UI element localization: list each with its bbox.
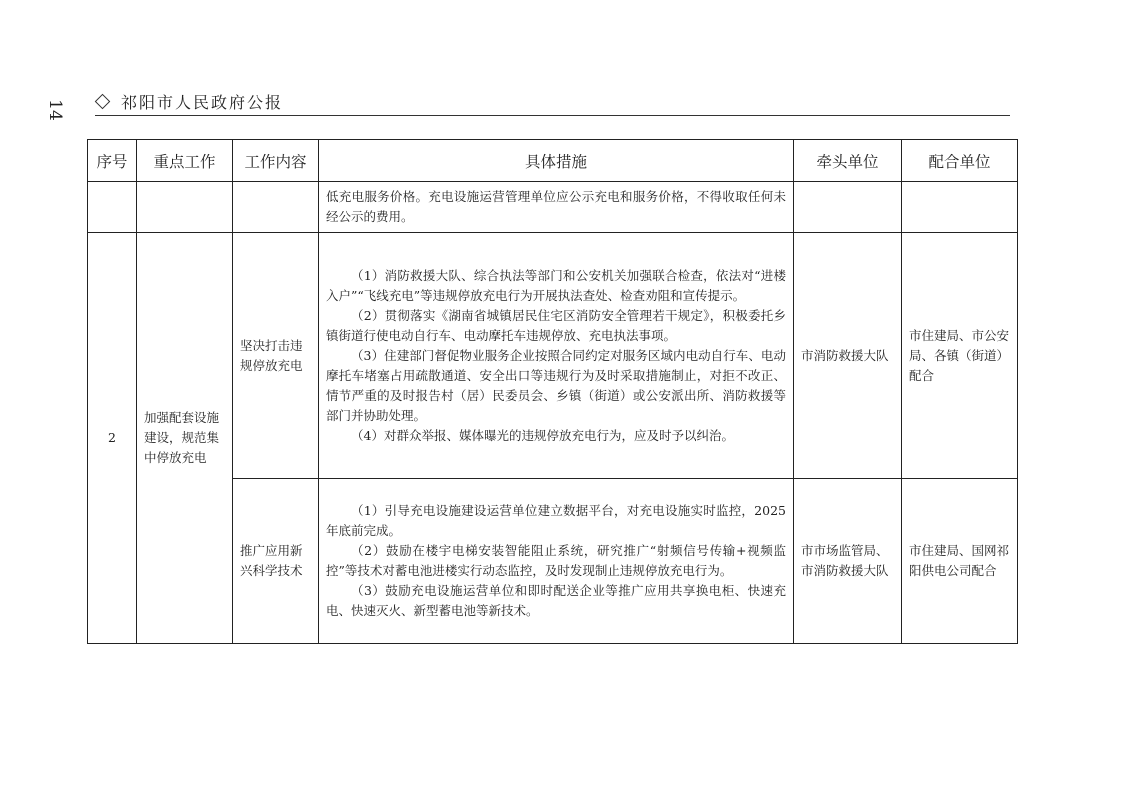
measures-cell xyxy=(319,479,794,644)
content-cell: 坚决打击违规停放充电 xyxy=(233,233,319,479)
table-row xyxy=(88,233,1018,479)
table-cell xyxy=(137,182,233,233)
measures-cell xyxy=(319,182,794,233)
col-header-index: 序号 xyxy=(88,140,137,182)
measures-cell xyxy=(319,233,794,479)
measure-item: （3）住建部门督促物业服务企业按照合同约定对服务区域内电动自行车、电动摩托车堵塞占用疏散通道、安全出口等违规行为及时采取措施制止，对拒不改正、情节严重的及时报告村（居）民委员会、乡镇（街道）或公安派出所、消防救援等部门并协助处理。 xyxy=(326,347,786,423)
table-cell xyxy=(902,182,1018,233)
table-cell xyxy=(88,182,137,233)
publication-title: 祁阳市人民政府公报 xyxy=(121,93,284,112)
measure-item: （1）消防救援大队、综合执法等部门和公安机关加强联合检查，依法对“进楼入户”“飞线充电”等违规停放充电行为开展执法查处、检查劝阻和宣传提示。 xyxy=(326,267,786,303)
lead-unit-cell: 市消防救援大队 xyxy=(794,233,902,479)
index-cell: 2 xyxy=(88,233,137,644)
col-header-measures: 具体措施 xyxy=(319,140,794,182)
content-cell: 推广应用新兴科学技术 xyxy=(233,479,319,644)
col-header-content: 工作内容 xyxy=(233,140,319,182)
measure-item: （2）贯彻落实《湖南省城镇居民住宅区消防安全管理若干规定》，积极委托乡镇街道行使电动自行车、电动摩托车违规停放、充电执法事项。 xyxy=(326,307,786,343)
measure-item: （2）鼓励在楼宇电梯安装智能阻止系统，研究推广“射频信号传输+视频监控”等技术对蓄电池进楼实行动态监控，及时发现制止违规停放充电行为。 xyxy=(326,543,786,578)
measures-table xyxy=(87,139,1018,644)
col-header-lead: 牵头单位 xyxy=(794,140,902,182)
col-header-key-work: 重点工作 xyxy=(137,140,233,182)
table-header-row xyxy=(88,140,1018,182)
table-cell xyxy=(794,182,902,233)
measure-item: （3）鼓励充电设施运营单位和即时配送企业等推广应用共享换电柜、快速充电、快速灭火、新型蓄电池等新技术。 xyxy=(326,583,786,618)
col-header-cooperate: 配合单位 xyxy=(902,140,1018,182)
lead-unit-cell: 市市场监管局、市消防救援大队 xyxy=(794,479,902,644)
cooperate-unit-cell: 市住建局、市公安局、各镇（街道）配合 xyxy=(902,233,1018,479)
measure-item: （1）引导充电设施建设运营单位建立数据平台，对充电设施实时监控，2025年底前完成。 xyxy=(326,503,786,538)
cooperate-unit-cell: 市住建局、国网祁阳供电公司配合 xyxy=(902,479,1018,644)
page-header xyxy=(95,89,1010,116)
key-work-cell: 加强配套设施建设，规范集中停放充电 xyxy=(137,233,233,644)
measure-text: 低充电服务价格。充电设施运营管理单位应公示充电和服务价格，不得收取任何未经公示的费用。 xyxy=(326,189,786,224)
table-cell xyxy=(233,182,319,233)
diamond-icon xyxy=(95,94,111,110)
page-number: 14 xyxy=(44,99,65,121)
table-row xyxy=(88,182,1018,233)
measure-item: （4）对群众举报、媒体曝光的违规停放充电行为，应及时予以纠治。 xyxy=(351,427,734,443)
